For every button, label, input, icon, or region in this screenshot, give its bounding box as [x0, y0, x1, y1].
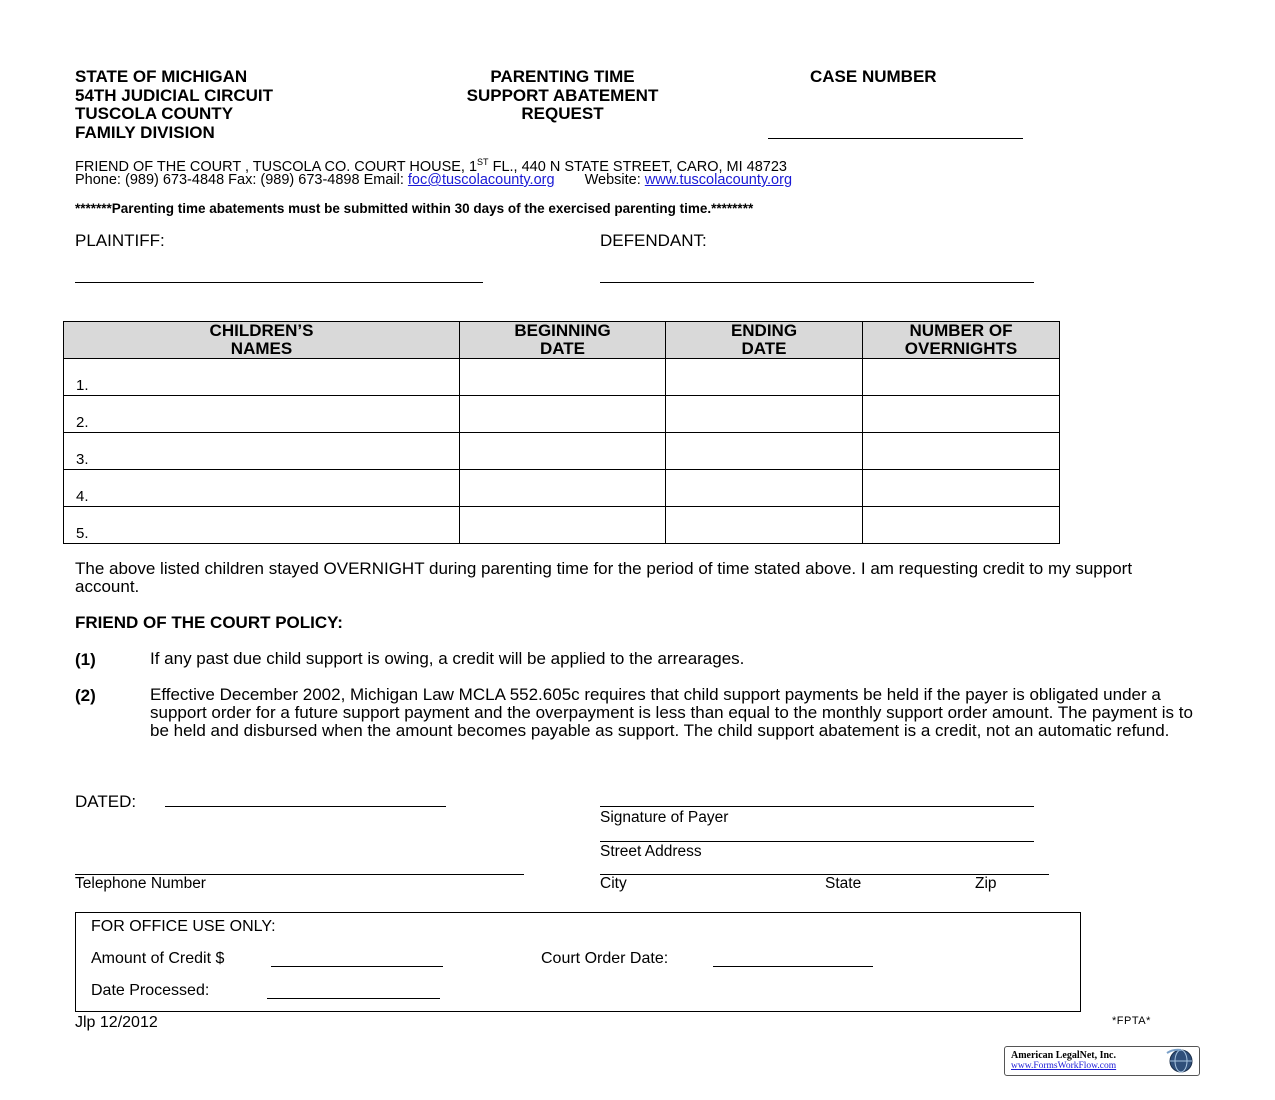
col-ending-date: ENDING DATE — [666, 322, 863, 359]
court-county: TUSCOLA COUNTY — [75, 104, 234, 123]
overnights-cell[interactable] — [863, 470, 1060, 507]
col-children-names: CHILDREN’S NAMES — [64, 322, 460, 359]
case-number-label: CASE NUMBER — [810, 67, 937, 86]
street-address-label: Street Address — [600, 843, 702, 860]
policy-item-text: If any past due child support is owing, a credit will be applied to the arrearages. — [150, 649, 745, 668]
form-title-line: SUPPORT ABATEMENT — [466, 85, 659, 105]
children-table — [63, 321, 1060, 544]
form-title-line: REQUEST — [521, 104, 604, 123]
date-processed-label: Date Processed: — [91, 982, 210, 999]
american-legalnet-logo[interactable] — [1004, 1046, 1200, 1076]
credit-amount-label: Amount of Credit $ — [91, 950, 225, 967]
logo-url[interactable]: www.FormsWorkFlow.com — [1011, 1061, 1117, 1071]
plaintiff-field[interactable] — [75, 282, 483, 283]
globe-icon — [1163, 1048, 1195, 1074]
table-row — [64, 507, 1060, 544]
court-division: FAMILY DIVISION — [75, 122, 215, 142]
overnight-statement: The above listed children stayed OVERNIGHT during parenting time for the period of time stated above. I am requesting credit to my support account. — [75, 559, 1133, 596]
beginning-date-cell[interactable] — [460, 396, 666, 433]
logo-company-name: American LegalNet, Inc. — [1011, 1050, 1116, 1061]
form-code: *FPTA* — [1112, 1015, 1151, 1027]
payer-signature-field[interactable] — [600, 806, 1034, 807]
beginning-date-cell[interactable] — [460, 433, 666, 470]
telephone-label: Telephone Number — [75, 875, 206, 892]
table-row — [64, 359, 1060, 396]
beginning-date-cell[interactable] — [460, 470, 666, 507]
table-row — [64, 470, 1060, 507]
office-use-box — [75, 912, 1081, 1012]
court-order-date-label: Court Order Date: — [541, 950, 669, 967]
form-revision: Jlp 12/2012 — [75, 1014, 158, 1031]
form-title — [400, 68, 725, 124]
child-name-cell[interactable]: 4. — [64, 470, 460, 507]
ending-date-cell[interactable] — [666, 359, 863, 396]
zip-label: Zip — [975, 875, 997, 892]
website-link[interactable]: www.tuscolacounty.org — [644, 172, 793, 188]
policy-item-number: (1) — [75, 650, 96, 669]
overnights-cell[interactable] — [863, 396, 1060, 433]
child-name-cell[interactable]: 3. — [64, 433, 460, 470]
col-overnights: NUMBER OF OVERNIGHTS — [863, 322, 1060, 359]
court-state: STATE OF MICHIGAN — [75, 67, 248, 86]
email-link[interactable]: foc@tuscolacounty.org — [407, 172, 555, 188]
dated-label: DATED: — [75, 792, 137, 811]
child-name-cell[interactable]: 2. — [64, 396, 460, 433]
table-row — [64, 396, 1060, 433]
payer-signature-label: Signature of Payer — [600, 809, 729, 826]
overnights-cell[interactable] — [863, 359, 1060, 396]
plaintiff-label: PLAINTIFF: — [75, 231, 165, 250]
child-name-cell[interactable]: 1. — [64, 359, 460, 396]
dated-field[interactable] — [165, 806, 446, 807]
case-number-field[interactable] — [768, 138, 1023, 139]
table-header-row — [64, 322, 1060, 359]
policy-item-number: (2) — [75, 686, 96, 705]
court-header — [75, 68, 273, 142]
ending-date-cell[interactable] — [666, 396, 863, 433]
col-beginning-date: BEGINNING DATE — [460, 322, 666, 359]
state-label: State — [825, 875, 862, 892]
contact-line — [75, 172, 792, 188]
ending-date-cell[interactable] — [666, 433, 863, 470]
office-use-title: FOR OFFICE USE ONLY: — [91, 918, 276, 935]
submission-notice: *******Parenting time abatements must be submitted within 30 days of the exercised parenting time.******** — [75, 201, 754, 216]
overnights-cell[interactable] — [863, 433, 1060, 470]
ending-date-cell[interactable] — [666, 470, 863, 507]
address-line: FRIEND OF THE COURT , TUSCOLA CO. COURT HOUSE, 1ST FL., 440 N STATE STREET, CARO, MI 48723 — [75, 157, 787, 175]
child-name-cell[interactable]: 5. — [64, 507, 460, 544]
date-processed-field[interactable] — [267, 998, 440, 999]
form-title-line: PARENTING TIME — [490, 67, 635, 86]
policy-item-text: Effective December 2002, Michigan Law MCLA 552.605c requires that child support payments be held if the payer is obligated under a support order for a future support payment and the overpayment is less than equal to the monthly support order amount. The payment is to be held and disbursed when the amount becomes payable as support. The child support abatement is a credit, not an automatic refund. — [150, 685, 1193, 740]
beginning-date-cell[interactable] — [460, 359, 666, 396]
website-label: Website: — [584, 172, 641, 188]
ending-date-cell[interactable] — [666, 507, 863, 544]
court-circuit: 54TH JUDICIAL CIRCUIT — [75, 85, 274, 105]
court-order-date-field[interactable] — [713, 966, 873, 967]
policy-title: FRIEND OF THE COURT POLICY: — [75, 613, 343, 632]
beginning-date-cell[interactable] — [460, 507, 666, 544]
table-row — [64, 433, 1060, 470]
street-address-field[interactable] — [600, 841, 1034, 842]
phone-fax-text: Phone: (989) 673-4848 Fax: (989) 673-4898 Email: — [75, 172, 404, 188]
defendant-label: DEFENDANT: — [600, 231, 707, 250]
defendant-field[interactable] — [600, 282, 1034, 283]
city-label: City — [600, 875, 627, 892]
overnights-cell[interactable] — [863, 507, 1060, 544]
credit-amount-field[interactable] — [271, 966, 443, 967]
